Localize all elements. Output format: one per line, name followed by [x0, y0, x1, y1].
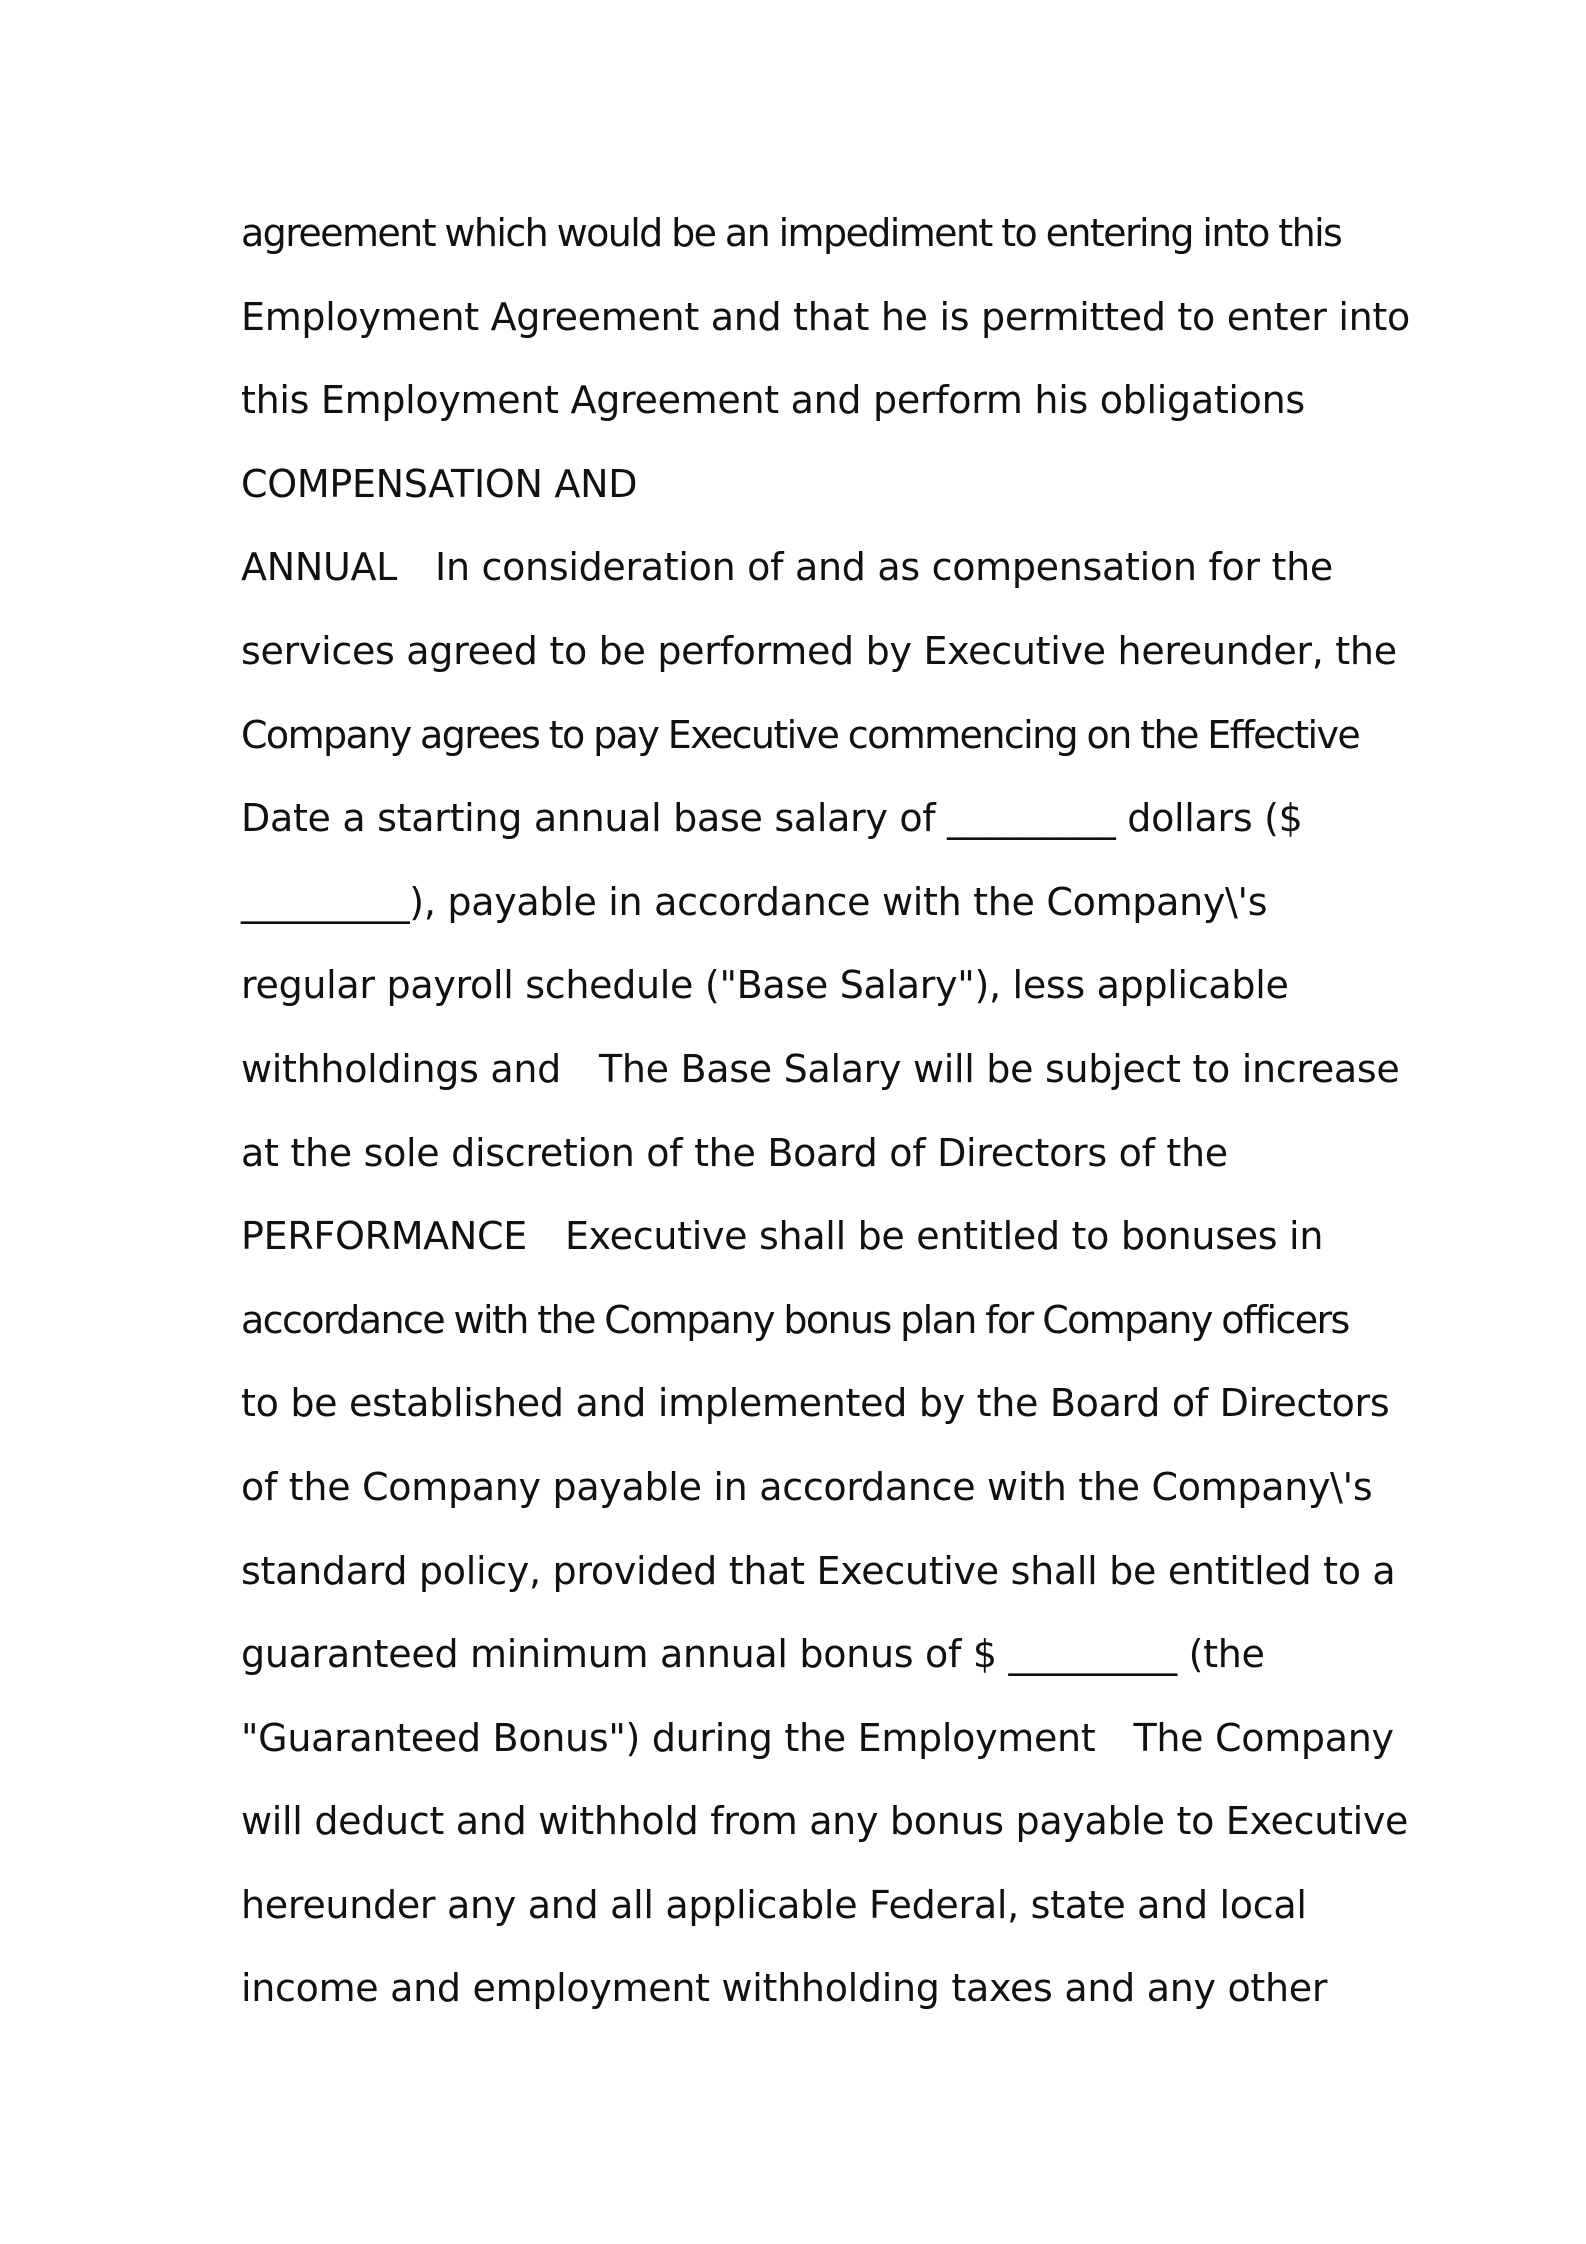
line-text: Executive shall be entitled to bonuses in — [564, 1214, 1324, 1259]
section-heading: ANNUAL — [241, 545, 398, 590]
text-line: this Employment Agreement and perform his obligations — [241, 378, 1305, 423]
text-line: standard policy, provided that Executive shall be entitled to a — [241, 1548, 1396, 1593]
text-line: regular payroll schedule ("Base Salary"), less applicable — [241, 963, 1289, 1008]
text-line — [241, 1703, 1394, 1787]
text-line: income and employment withholding taxes and any other — [241, 1966, 1328, 2011]
text-line: _________), payable in accordance with the Company\'s — [241, 879, 1268, 924]
text-line: Date a starting annual base salary of _________ dollars ($ — [241, 796, 1303, 841]
text-line: will deduct and withhold from any bonus payable to Executive — [241, 1799, 1409, 1844]
text-line: of the Company payable in accordance with the Company\'s — [241, 1464, 1373, 1509]
line-text: "Guaranteed Bonus") during the Employment — [241, 1715, 1096, 1760]
text-line — [241, 1201, 1391, 1285]
line-text: The Base Salary will be subject to increase — [598, 1046, 1400, 1091]
text-line: to be established and implemented by the Board of Directors — [241, 1381, 1390, 1426]
body-text — [241, 198, 1410, 2037]
text-line — [241, 1034, 1400, 1118]
text-line: services agreed to be performed by Executive hereunder, the — [241, 628, 1397, 673]
line-text: withholdings and — [241, 1046, 561, 1091]
text-line: Employment Agreement and that he is permitted to enter into — [241, 294, 1410, 339]
line-text: In consideration of and as compensation for the — [435, 545, 1333, 590]
text-line: Company agrees to pay Executive commencing on the Effective — [241, 712, 1360, 757]
text-line: accordance with the Company bonus plan for Company officers — [241, 1297, 1349, 1342]
text-line: guaranteed minimum annual bonus of $ _________ (the — [241, 1632, 1265, 1677]
line-text: The Company — [1133, 1715, 1394, 1760]
text-line — [241, 532, 1391, 616]
section-heading: PERFORMANCE — [241, 1214, 527, 1259]
text-line: hereunder any and all applicable Federal, state and local — [241, 1882, 1307, 1927]
section-heading: COMPENSATION AND — [241, 461, 638, 506]
text-line: at the sole discretion of the Board of Directors of the — [241, 1130, 1228, 1175]
text-line: agreement which would be an impediment to entering into this — [241, 211, 1342, 255]
